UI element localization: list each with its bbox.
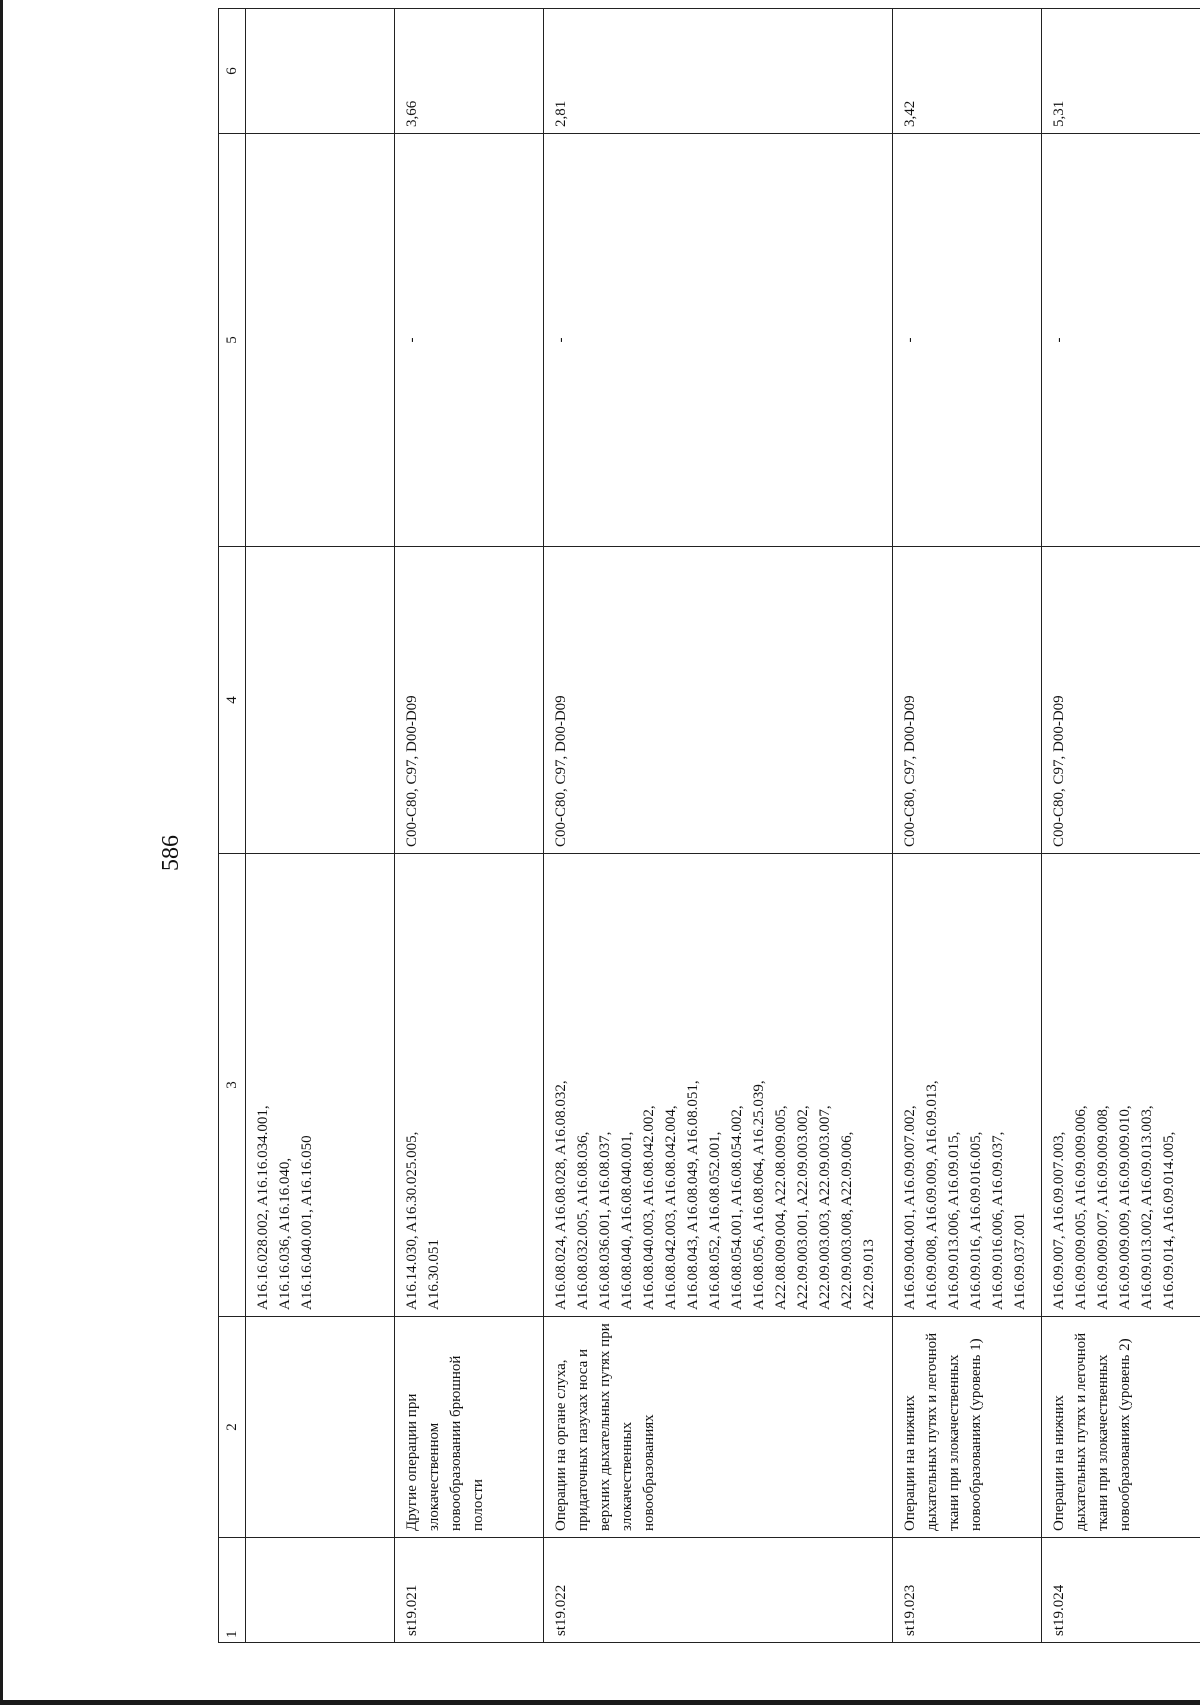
service-line: A16.08.052, A16.08.052.001,	[707, 1131, 723, 1310]
service-line: A16.08.032.005, A16.08.036,	[575, 1131, 591, 1310]
service-line: A16.14.030, A16.30.025.005,	[404, 1131, 420, 1310]
column-header-5: 5	[219, 134, 246, 547]
service-line: A16.08.040, A16.08.040.001,	[619, 1131, 635, 1310]
table-row	[1042, 9, 1200, 1643]
service-line: A16.09.009.005, A16.09.009.006,	[1073, 1105, 1089, 1310]
service-line: A22.08.009.004, A22.08.009.005,	[773, 1105, 789, 1310]
service-line: A16.09.013.002, A16.09.013.003,	[1139, 1105, 1155, 1310]
row-services	[544, 854, 893, 1317]
row-coefficient	[246, 9, 395, 134]
row-diagnosis: C00-C80, C97, D00-D09	[395, 547, 544, 854]
service-line: A16.08.043, A16.08.049, A16.08.051,	[685, 1080, 701, 1310]
table-row	[246, 9, 395, 1643]
service-line: A16.16.040.001, A16.16.050	[299, 1135, 315, 1310]
row-code: st19.021	[395, 1538, 544, 1643]
row-services	[893, 854, 1042, 1317]
row-extra: -	[1042, 134, 1200, 547]
row-extra: -	[893, 134, 1042, 547]
row-name: Другие операции при злокачественном новообразовании брюшной полости	[395, 1317, 544, 1538]
row-services	[1042, 854, 1200, 1317]
service-line: A16.16.036, A16.16.040,	[277, 1157, 293, 1310]
column-header-4: 4	[219, 547, 246, 854]
row-diagnosis	[246, 547, 395, 854]
table-row	[893, 9, 1042, 1643]
service-line: A16.09.009.007, A16.09.009.008,	[1095, 1105, 1111, 1310]
column-header-6: 6	[219, 9, 246, 134]
service-line: A16.09.037.001	[1012, 1212, 1028, 1310]
table-header-row	[219, 9, 246, 1643]
service-line: A16.09.016.006, A16.09.037,	[990, 1131, 1006, 1310]
row-name: Операции на нижних дыхательных путях и легочной ткани при злокачественных новообразованиях (уровень 1)	[893, 1317, 1042, 1538]
row-code: st19.024	[1042, 1538, 1200, 1643]
scan-edge-left	[0, 0, 3, 1705]
service-line: A16.09.016, A16.09.016.005,	[968, 1131, 984, 1310]
row-diagnosis: C00-C80, C97, D00-D09	[1042, 547, 1200, 854]
row-services	[246, 854, 395, 1317]
table-row	[395, 9, 544, 1643]
service-line: A16.09.004.001, A16.09.007.002,	[902, 1105, 918, 1310]
service-line: A16.08.054.001, A16.08.054.002,	[729, 1105, 745, 1310]
tariff-table	[218, 8, 1200, 1643]
row-code: st19.023	[893, 1538, 1042, 1643]
service-line: A22.09.003.003, A22.09.003.007,	[817, 1105, 833, 1310]
row-coefficient: 2,81	[544, 9, 893, 134]
row-coefficient: 5,31	[1042, 9, 1200, 134]
row-code: st19.022	[544, 1538, 893, 1643]
rotated-page	[150, 63, 1177, 1643]
row-name: Операции на органе слуха, придаточных пазухах носа и верхних дыхательных путях при злокачественных новообразованиях	[544, 1317, 893, 1538]
row-extra: -	[395, 134, 544, 547]
service-line: A16.08.056, A16.08.064, A16.25.039,	[751, 1080, 767, 1310]
page-number: 586	[158, 835, 184, 871]
table-row	[544, 9, 893, 1643]
service-line: A16.08.042.003, A16.08.042.004,	[663, 1105, 679, 1310]
service-line: A16.09.008, A16.09.009, A16.09.013,	[924, 1080, 940, 1310]
row-coefficient: 3,66	[395, 9, 544, 134]
service-line: A16.09.009.009, A16.09.009.010,	[1117, 1105, 1133, 1310]
service-line: A16.09.007, A16.09.007.003,	[1051, 1131, 1067, 1310]
row-name: Операции на нижних дыхательных путях и легочной ткани при злокачественных новообразованиях (уровень 2)	[1042, 1317, 1200, 1538]
scan-edge-bottom	[0, 1700, 1200, 1705]
service-line: A16.09.013.006, A16.09.015,	[946, 1131, 962, 1310]
column-header-3: 3	[219, 854, 246, 1317]
service-line: A16.08.036.001, A16.08.037,	[597, 1131, 613, 1310]
row-extra: -	[544, 134, 893, 547]
service-line: A16.08.024, A16.08.028, A16.08.032,	[553, 1080, 569, 1310]
service-line: A22.09.013	[861, 1239, 877, 1310]
row-extra	[246, 134, 395, 547]
service-line: A16.09.014, A16.09.014.005,	[1161, 1131, 1177, 1310]
service-line: A22.09.003.008, A22.09.006,	[839, 1131, 855, 1310]
row-diagnosis: C00-C80, C97, D00-D09	[544, 547, 893, 854]
row-name	[246, 1317, 395, 1538]
row-diagnosis: C00-C80, C97, D00-D09	[893, 547, 1042, 854]
service-line: A16.30.051	[426, 1239, 442, 1310]
service-line: A16.08.040.003, A16.08.042.002,	[641, 1105, 657, 1310]
row-coefficient: 3,42	[893, 9, 1042, 134]
service-line: A22.09.003.001, A22.09.003.002,	[795, 1105, 811, 1310]
row-code	[246, 1538, 395, 1643]
row-services	[395, 854, 544, 1317]
service-line: A16.16.028.002, A16.16.034.001,	[255, 1105, 271, 1310]
column-header-2: 2	[219, 1317, 246, 1538]
column-header-1: 1	[219, 1538, 246, 1643]
